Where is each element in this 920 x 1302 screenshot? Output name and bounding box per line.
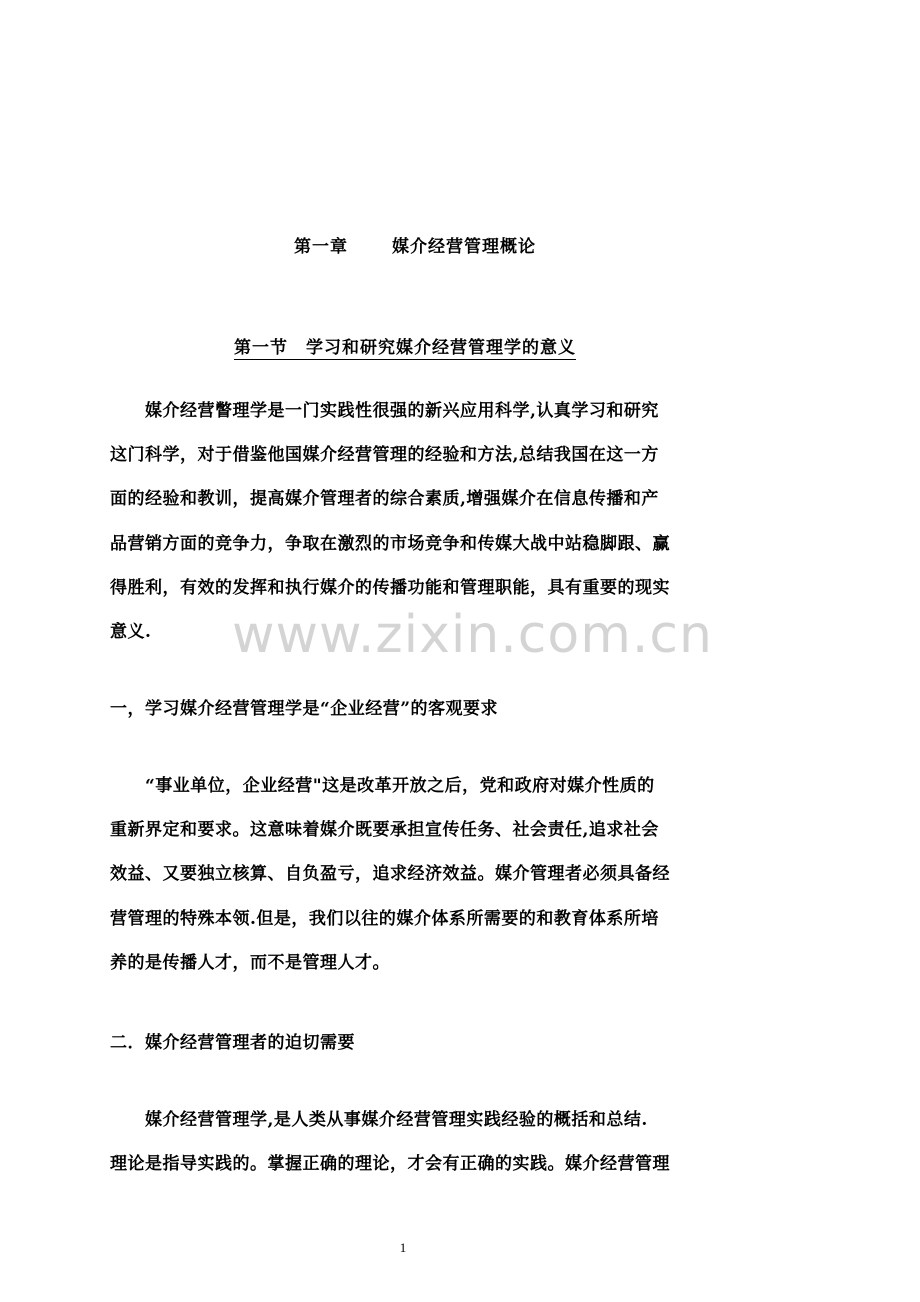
paragraph-line: “事业单位，企业经营"这是改革开放之后，党和政府对媒介性质的 (110, 776, 655, 796)
paragraph-line: 意义. (110, 622, 152, 643)
paragraph-line: 效益、又要独立核算、自负盈亏，追求经济效益。媒介管理者必须具备经 (110, 864, 670, 885)
paragraph-enterprise (110, 764, 700, 985)
paragraph-line: 这门科学，对于借鉴他国媒介经营管理的经验和方法,总结我国在这一方 (110, 445, 659, 466)
section-number: 第一节 (234, 338, 288, 358)
subheading-one: 一，学习媒介经营管理学是“企业经营”的客观要求 (110, 699, 499, 719)
paragraph-line: 媒介经营管理学,是人类从事媒介经营管理实践经验的概括和总结. (110, 1110, 648, 1130)
paragraph-managers (110, 1098, 700, 1186)
page-number: 1 (399, 1240, 407, 1255)
paragraph-line: 得胜利，有效的发挥和执行媒介的传播功能和管理职能，具有重要的现实 (110, 577, 670, 598)
paragraph-line: 品营销方面的竞争力，争取在激烈的市场竞争和传媒大战中站稳脚跟、赢 (110, 533, 670, 554)
section-name: 学习和研究媒介经营管理学的意义 (306, 338, 576, 358)
subheading-two: 二．媒介经营管理者的迫切需要 (110, 1033, 355, 1053)
paragraph-line: 养的是传播人才，而不是管理人才。 (110, 952, 390, 973)
paragraph-line: 媒介经营瞥理学是一门实践性很强的新兴应用科学,认真学习和研究 (110, 401, 659, 421)
paragraph-line: 面的经验和教训，提高媒介管理者的综合素质,增强媒介在信息传播和产 (110, 489, 659, 510)
paragraph-line: 营管理的特殊本领.但是，我们以往的媒介体系所需要的和教育体系所培 (110, 908, 659, 929)
chapter-name: 媒介经营管理概论 (392, 237, 536, 257)
paragraph-line: 理论是指导实践的。掌握正确的理论，才会有正确的实践。媒介经营管理 (110, 1154, 670, 1175)
watermark: www.zixin.com.cn (232, 605, 713, 665)
section-title (0, 333, 810, 358)
chapter-title (0, 232, 830, 257)
paragraph-line: 重新界定和要求。这意味着媒介既要承担宣传任务、社会责任,追求社会 (110, 820, 659, 841)
chapter-number: 第一章 (294, 237, 348, 257)
